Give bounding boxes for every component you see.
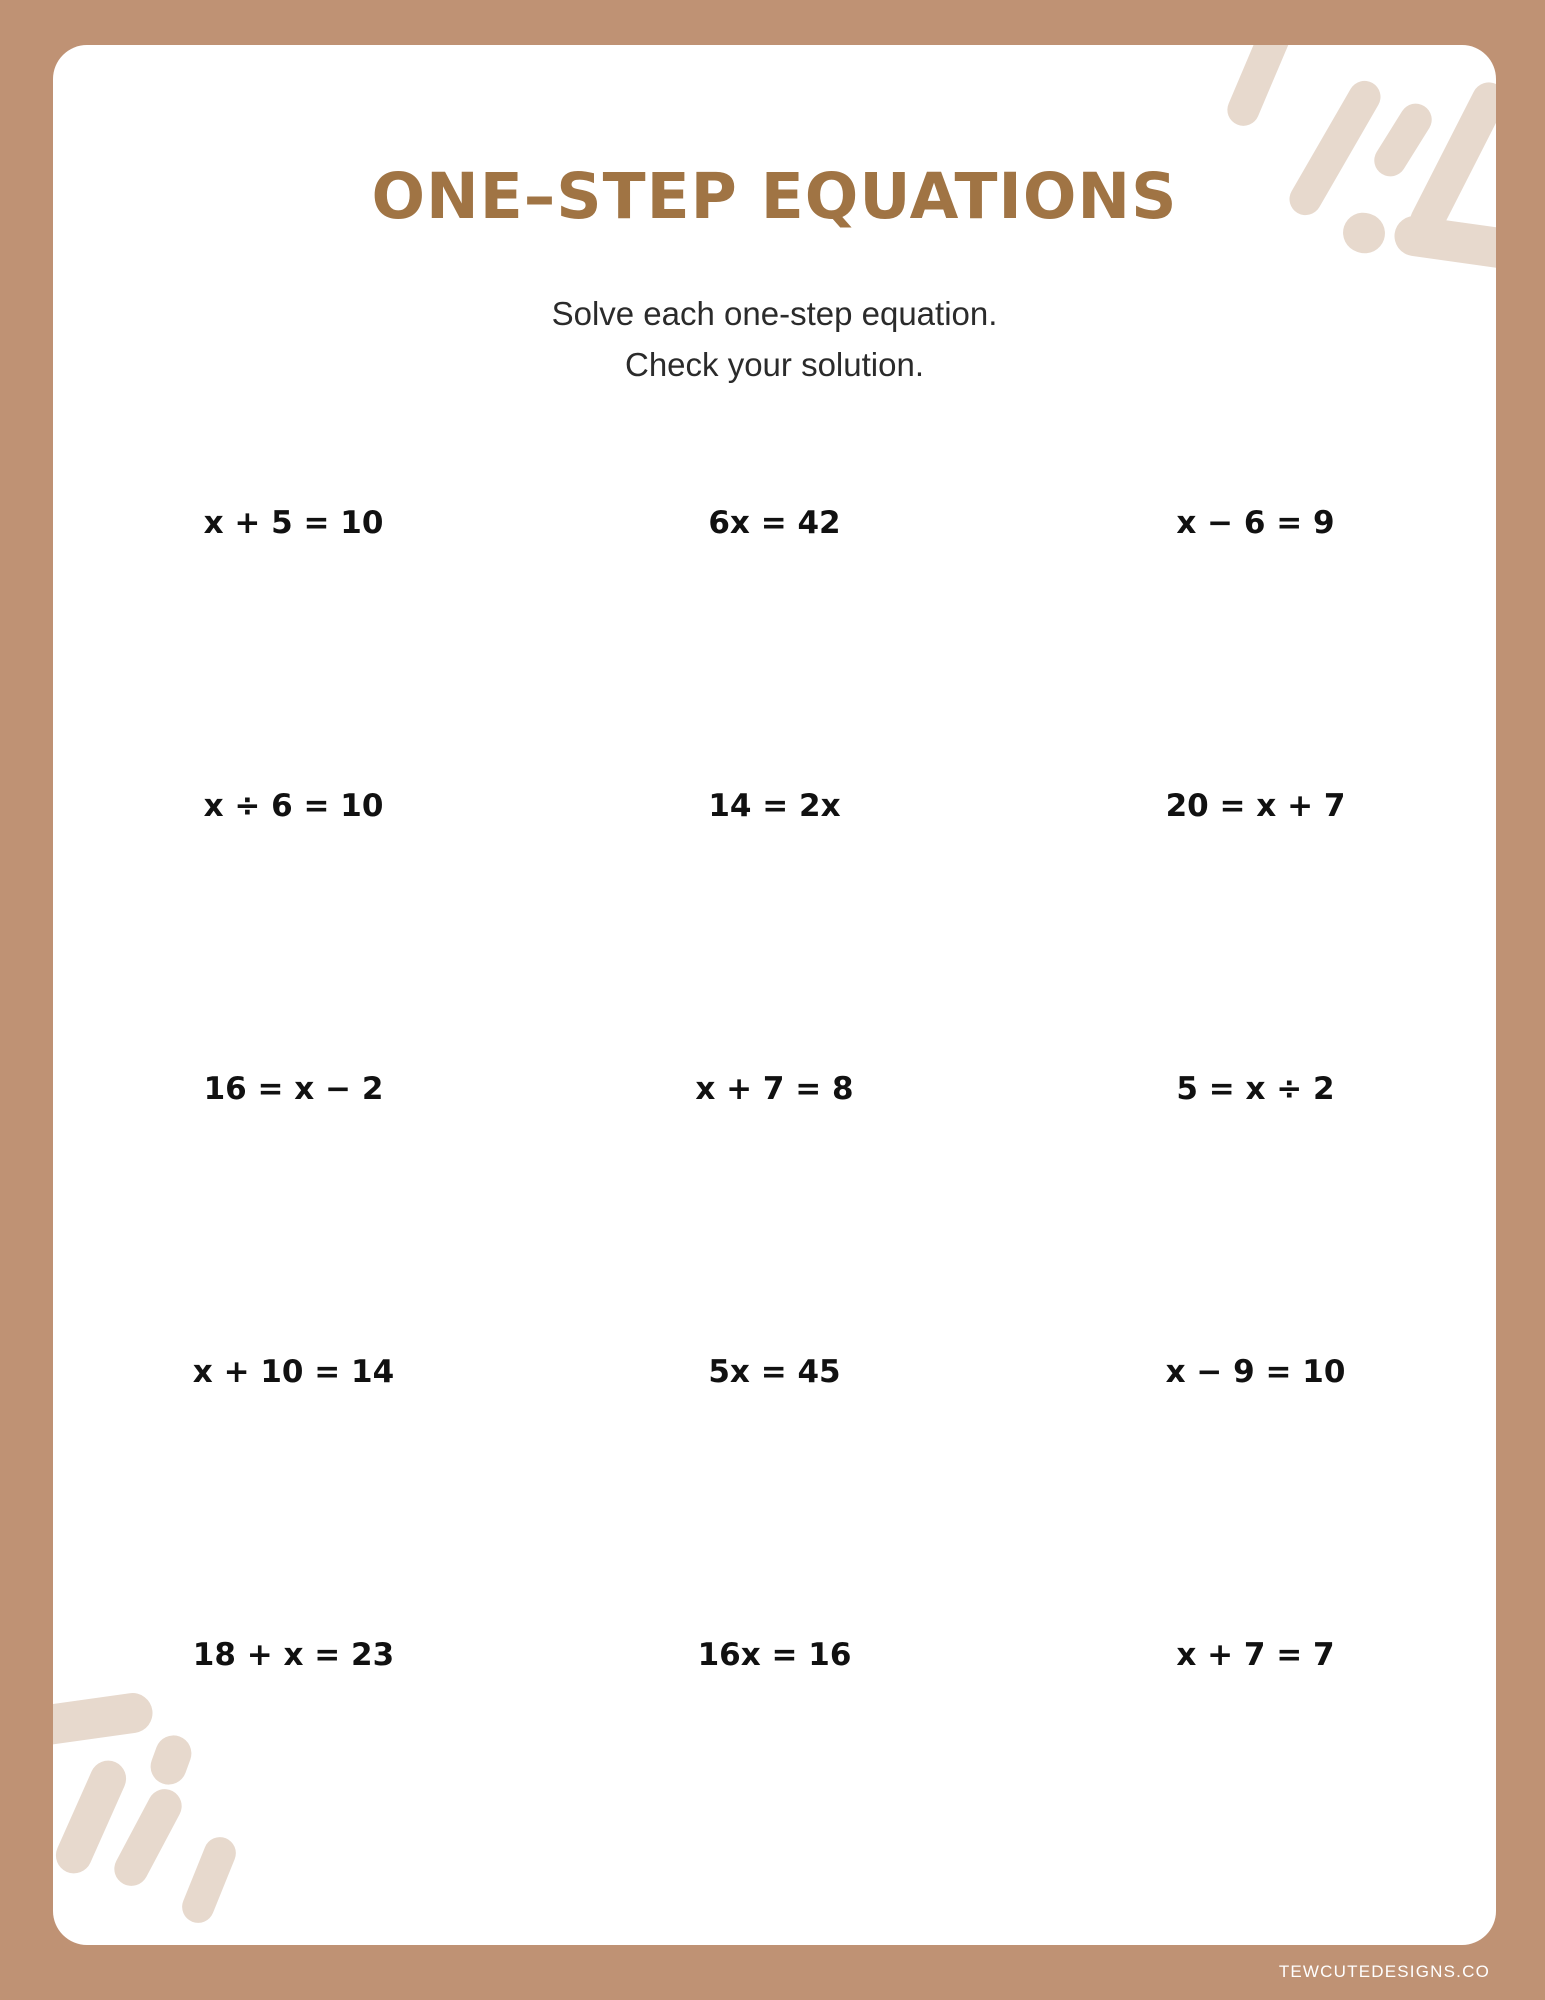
problem-cell: [1015, 1031, 1496, 1314]
worksheet-sheet: [53, 45, 1496, 1945]
problem-cell: [53, 1031, 534, 1314]
problem-row: [53, 1031, 1496, 1314]
equation: 20 = x + 7: [1165, 788, 1346, 824]
equation: x + 7 = 8: [695, 1071, 854, 1107]
problem-cell: [534, 1314, 1015, 1597]
problem-row: [53, 748, 1496, 1031]
equation: x ÷ 6 = 10: [203, 788, 384, 824]
equation: x − 6 = 9: [1176, 505, 1335, 541]
problem-row: [53, 465, 1496, 748]
problem-cell: [1015, 748, 1496, 1031]
problem-cell: [53, 748, 534, 1031]
page-title: ONE–STEP EQUATIONS: [371, 160, 1178, 233]
problem-cell: [53, 1597, 534, 1880]
subtitle-line-1: Solve each one-step equation.: [551, 295, 998, 332]
problem-cell: [534, 1031, 1015, 1314]
equation: 18 + x = 23: [192, 1637, 395, 1673]
problem-cell: [1015, 1314, 1496, 1597]
problem-cell: [53, 465, 534, 748]
problem-cell: [534, 748, 1015, 1031]
equation: 14 = 2x: [708, 788, 841, 824]
page-subtitle: [53, 288, 1496, 390]
problem-cell: [534, 1597, 1015, 1880]
problem-cell: [53, 1314, 534, 1597]
problem-cell: [1015, 465, 1496, 748]
problem-row: [53, 1314, 1496, 1597]
problem-cell: [534, 465, 1015, 748]
equation: 5x = 45: [708, 1354, 841, 1390]
problem-cell: [1015, 1597, 1496, 1880]
equation: 16 = x − 2: [203, 1071, 384, 1107]
footer-credit: TEWCUTEDESIGNS.CO: [1278, 1962, 1490, 1981]
equation: x + 10 = 14: [192, 1354, 395, 1390]
equation: x + 5 = 10: [203, 505, 384, 541]
problem-row: [53, 1597, 1496, 1880]
equation: 5 = x ÷ 2: [1176, 1071, 1335, 1107]
equation: 6x = 42: [708, 505, 841, 541]
subtitle-line-2: Check your solution.: [625, 346, 924, 384]
problems-grid: [53, 465, 1496, 1880]
equation: x + 7 = 7: [1176, 1637, 1335, 1673]
equation: x − 9 = 10: [1165, 1354, 1346, 1390]
equation: 16x = 16: [697, 1637, 852, 1673]
decorative-dash: [1222, 45, 1295, 131]
